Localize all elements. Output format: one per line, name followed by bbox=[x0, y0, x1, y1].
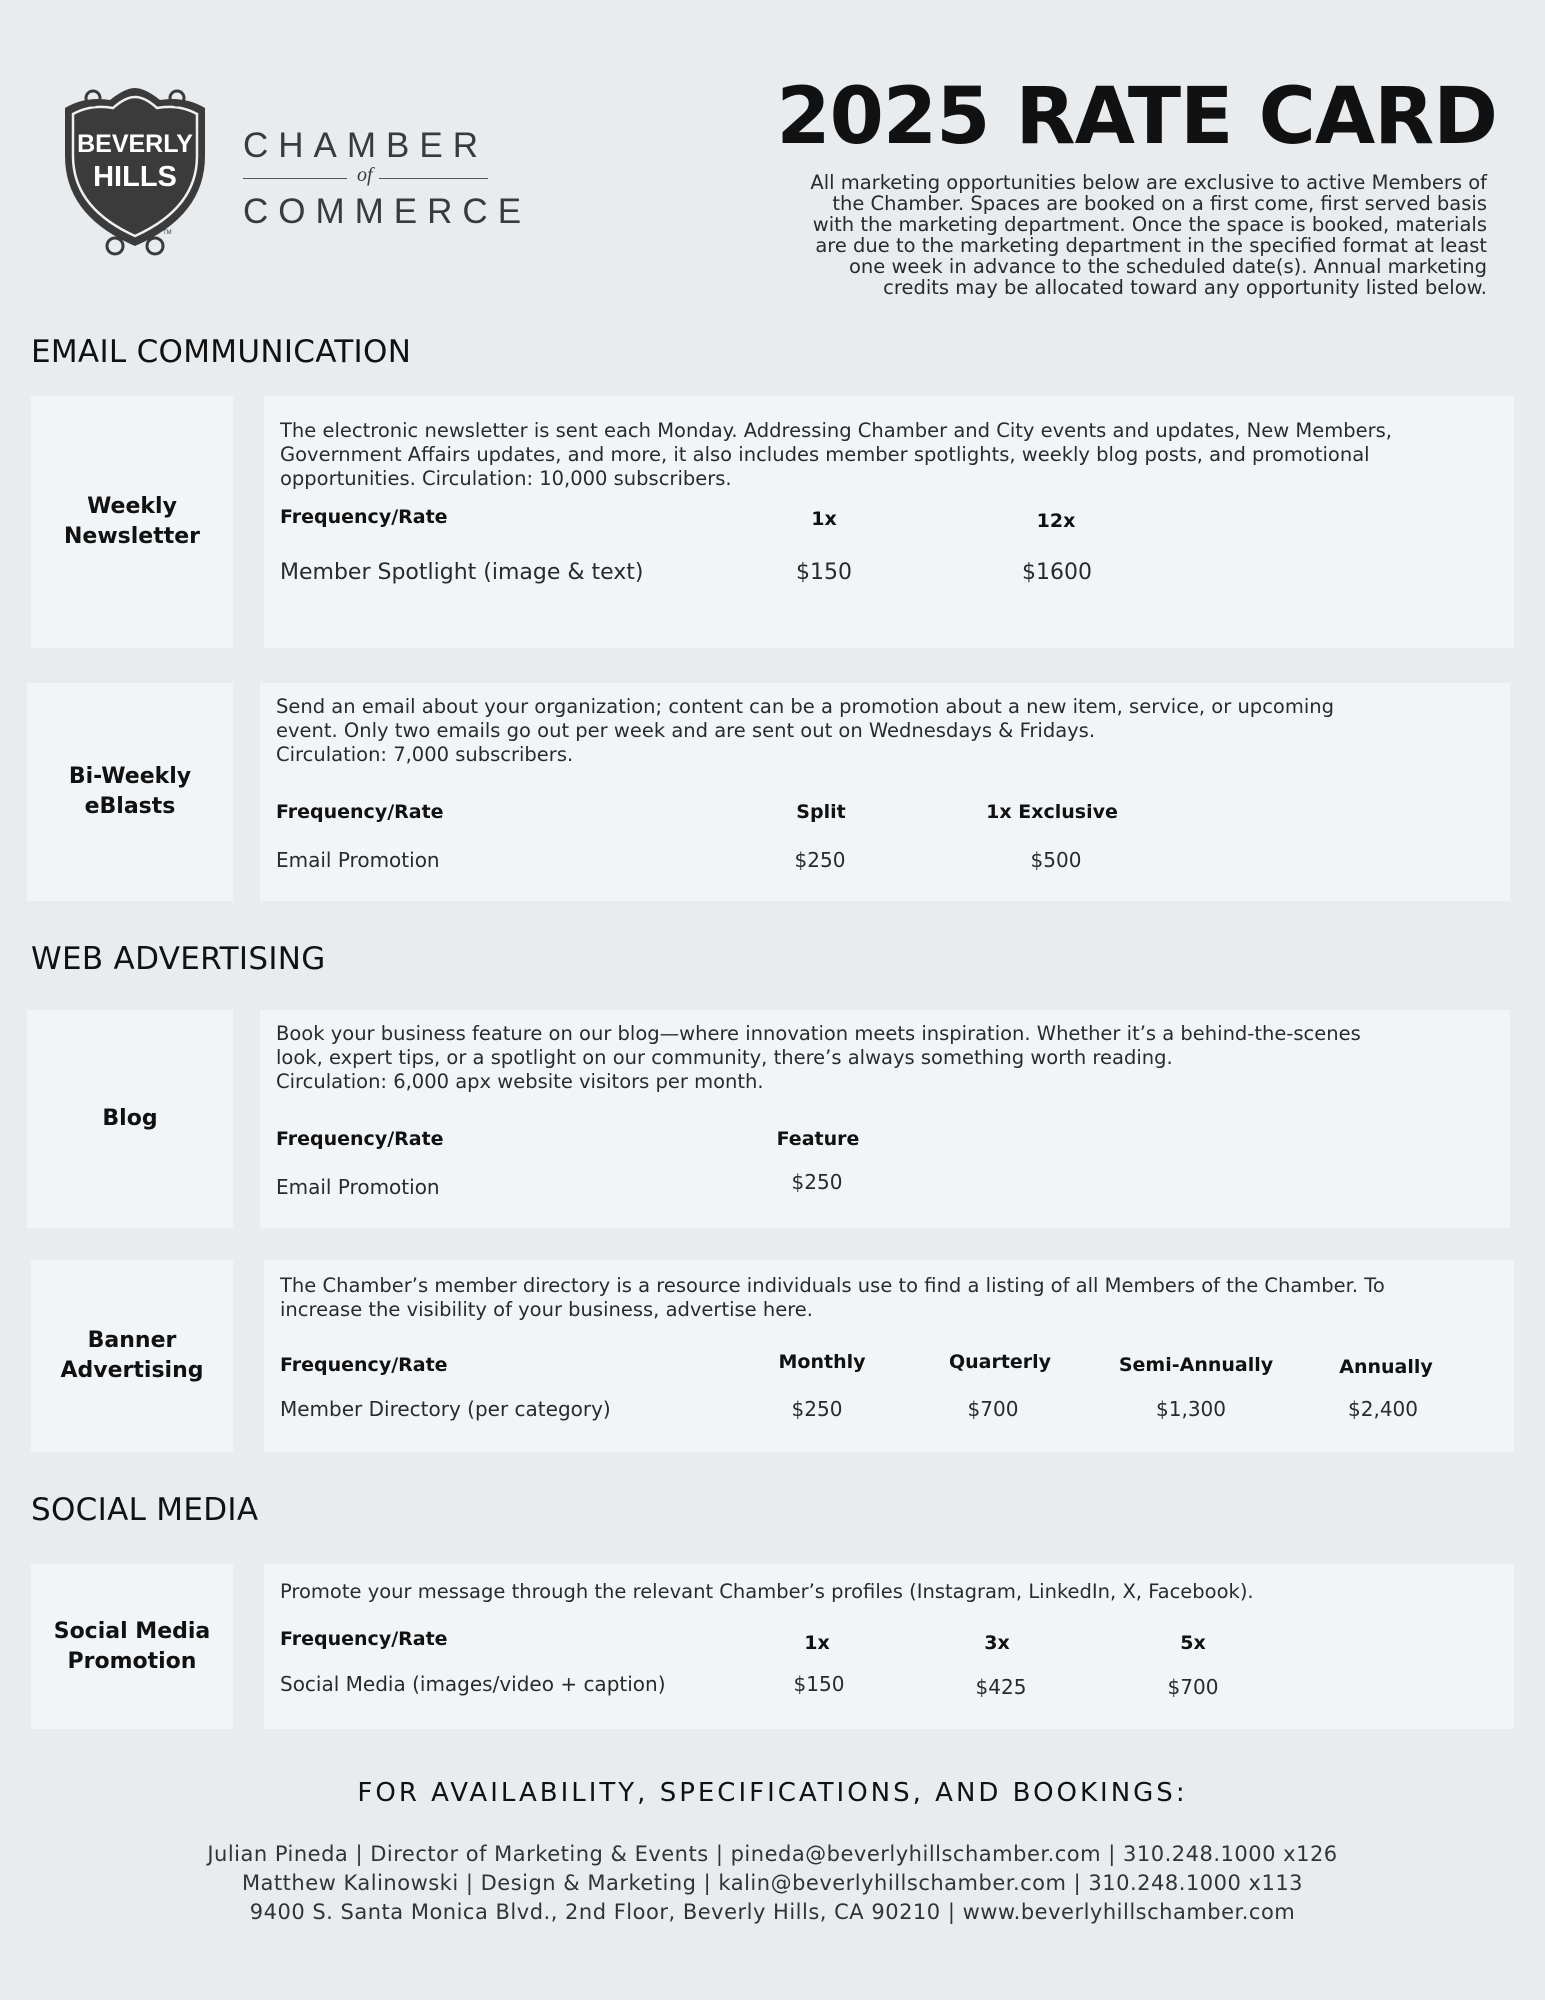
beverly-hills-shield-icon bbox=[55, 86, 215, 261]
label-line: Promotion bbox=[67, 1648, 197, 1674]
desc-line: Government Affairs updates, and more, it also includes member spotlights, weekly blog posts, and promotional bbox=[280, 443, 1370, 466]
label-line: eBlasts bbox=[84, 794, 176, 819]
row-label: Member Directory (per category) bbox=[280, 1397, 611, 1421]
card-newsletter bbox=[264, 396, 1514, 648]
price-value: $250 bbox=[791, 1170, 843, 1194]
label-line: Bi-Weekly bbox=[68, 764, 192, 789]
price-value: $500 bbox=[1030, 848, 1082, 872]
price-value: $1600 bbox=[1022, 560, 1092, 585]
label-line: Advertising bbox=[60, 1358, 204, 1383]
card-banner bbox=[264, 1260, 1514, 1452]
price-value: $2,400 bbox=[1348, 1397, 1418, 1421]
desc-line: event. Only two emails go out per week and are sent out on Wednesdays & Fridays. bbox=[276, 719, 1096, 742]
intro-line: All marketing opportunities below are exclusive to active Members of bbox=[810, 171, 1487, 194]
col-header-quarterly: Quarterly bbox=[948, 1351, 1052, 1373]
price-value: $150 bbox=[796, 560, 852, 585]
desc-line: Circulation: 7,000 subscribers. bbox=[276, 743, 574, 766]
contact-line-address: 9400 S. Santa Monica Blvd., 2nd Floor, Beverly Hills, CA 90210 | www.beverlyhillschamber.com bbox=[249, 1900, 1296, 1924]
page-title: 2025 RATE CARD bbox=[776, 72, 1497, 162]
wordmark-of: of bbox=[357, 164, 373, 186]
col-header-exclusive: 1x Exclusive bbox=[986, 801, 1118, 823]
desc-line: The electronic newsletter is sent each Monday. Addressing Chamber and City events and updates, New Members, bbox=[280, 419, 1392, 442]
intro-line: one week in advance to the scheduled date(s). Annual marketing bbox=[848, 255, 1487, 278]
contact-title: FOR AVAILABILITY, SPECIFICATIONS, AND BOOKINGS: bbox=[357, 1778, 1188, 1808]
wordmark-commerce: COMMERCE bbox=[243, 192, 532, 231]
wordmark-chamber: CHAMBER bbox=[243, 126, 489, 165]
label-line: Banner bbox=[87, 1328, 177, 1353]
intro-line: the Chamber. Spaces are booked on a first come, first served basis bbox=[832, 192, 1487, 215]
col-header-1x: 1x bbox=[811, 508, 837, 530]
desc-line: increase the visibility of your business, advertise here. bbox=[280, 1298, 814, 1321]
price-value: $1,300 bbox=[1156, 1397, 1226, 1421]
col-header-5x: 5x bbox=[1180, 1632, 1206, 1654]
price-value: $150 bbox=[793, 1672, 845, 1696]
price-value: $250 bbox=[791, 1397, 843, 1421]
price-value: $700 bbox=[1167, 1675, 1219, 1699]
price-value: $700 bbox=[967, 1397, 1019, 1421]
chamber-wordmark bbox=[243, 126, 532, 232]
desc-line: The Chamber’s member directory is a resource individuals use to find a listing of all Members of the Chamber. To bbox=[280, 1274, 1385, 1297]
intro-text bbox=[747, 172, 1487, 298]
section-title-web: WEB ADVERTISING bbox=[31, 941, 326, 977]
price-value: $250 bbox=[794, 848, 846, 872]
freq-header: Frequency/Rate bbox=[280, 1354, 448, 1376]
shield-text-hills: HILLS bbox=[93, 161, 177, 193]
wordmark-rule-right bbox=[379, 178, 488, 179]
freq-header: Frequency/Rate bbox=[276, 801, 444, 823]
freq-header: Frequency/Rate bbox=[280, 506, 448, 528]
card-description bbox=[280, 1274, 1494, 1322]
card-label-eblasts bbox=[27, 683, 233, 901]
shield-text-beverly: BEVERLY bbox=[77, 130, 193, 158]
card-label-banner bbox=[31, 1260, 233, 1452]
card-description bbox=[280, 1580, 1494, 1604]
card-description bbox=[280, 419, 1494, 491]
col-header-annually: Annually bbox=[1339, 1356, 1433, 1378]
desc-line: opportunities. Circulation: 10,000 subscribers. bbox=[280, 467, 732, 490]
row-label: Social Media (images/video + caption) bbox=[280, 1672, 666, 1696]
label-line: Weekly bbox=[87, 494, 177, 519]
col-header-3x: 3x bbox=[984, 1632, 1010, 1654]
row-label: Email Promotion bbox=[276, 848, 440, 872]
wordmark-of-row bbox=[243, 166, 503, 192]
contact-line-kalinowski: Matthew Kalinowski | Design & Marketing | kalin@beverlyhillschamber.com | 310.248.1000 x113 bbox=[241, 1871, 1304, 1895]
desc-line: Promote your message through the relevant Chamber’s profiles (Instagram, LinkedIn, X, Facebook). bbox=[280, 1580, 1254, 1603]
desc-line: Send an email about your organization; content can be a promotion about a new item, service, or upcoming bbox=[276, 695, 1334, 718]
col-header-monthly: Monthly bbox=[778, 1351, 866, 1373]
intro-line: with the marketing department. Once the space is booked, materials bbox=[812, 213, 1487, 236]
desc-line: Book your business feature on our blog—where innovation meets inspiration. Whether it’s a behind-the-scenes bbox=[276, 1022, 1361, 1045]
chamber-logo bbox=[55, 86, 532, 261]
label-line: Social Media bbox=[53, 1618, 211, 1644]
wordmark-rule-left bbox=[243, 178, 347, 179]
col-header-semi-annually: Semi-Annually bbox=[1118, 1354, 1274, 1376]
card-label-newsletter bbox=[31, 396, 233, 648]
label-line: Newsletter bbox=[63, 524, 201, 549]
col-header-1x: 1x bbox=[804, 1632, 830, 1654]
label-line: Blog bbox=[102, 1106, 158, 1131]
freq-header: Frequency/Rate bbox=[280, 1628, 448, 1650]
card-description bbox=[276, 1022, 1490, 1094]
card-label-social bbox=[31, 1564, 233, 1729]
contact-line-pineda: Julian Pineda | Director of Marketing & Events | pineda@beverlyhillschamber.com | 310.248.1000 x126 bbox=[207, 1842, 1338, 1866]
freq-header: Frequency/Rate bbox=[276, 1128, 444, 1150]
col-header-split: Split bbox=[796, 801, 846, 823]
intro-line: are due to the marketing department in the specified format at least bbox=[815, 234, 1487, 257]
desc-line: Circulation: 6,000 apx website visitors per month. bbox=[276, 1070, 764, 1093]
row-label: Email Promotion bbox=[276, 1175, 440, 1199]
card-eblasts bbox=[260, 683, 1510, 901]
price-value: $425 bbox=[975, 1675, 1027, 1699]
desc-line: look, expert tips, or a spotlight on our community, there’s always something worth reading. bbox=[276, 1046, 1173, 1069]
col-header-feature: Feature bbox=[776, 1128, 860, 1150]
section-title-social: SOCIAL MEDIA bbox=[31, 1492, 259, 1528]
card-social bbox=[264, 1564, 1514, 1729]
card-description bbox=[276, 695, 1490, 767]
section-title-email: EMAIL COMMUNICATION bbox=[31, 334, 412, 370]
row-label: Member Spotlight (image & text) bbox=[280, 560, 644, 585]
card-label-blog bbox=[27, 1010, 233, 1228]
intro-line: credits may be allocated toward any opportunity listed below. bbox=[883, 276, 1487, 299]
trademark-text: TM bbox=[163, 230, 172, 236]
col-header-12x: 12x bbox=[1036, 510, 1076, 532]
card-blog bbox=[260, 1010, 1510, 1228]
